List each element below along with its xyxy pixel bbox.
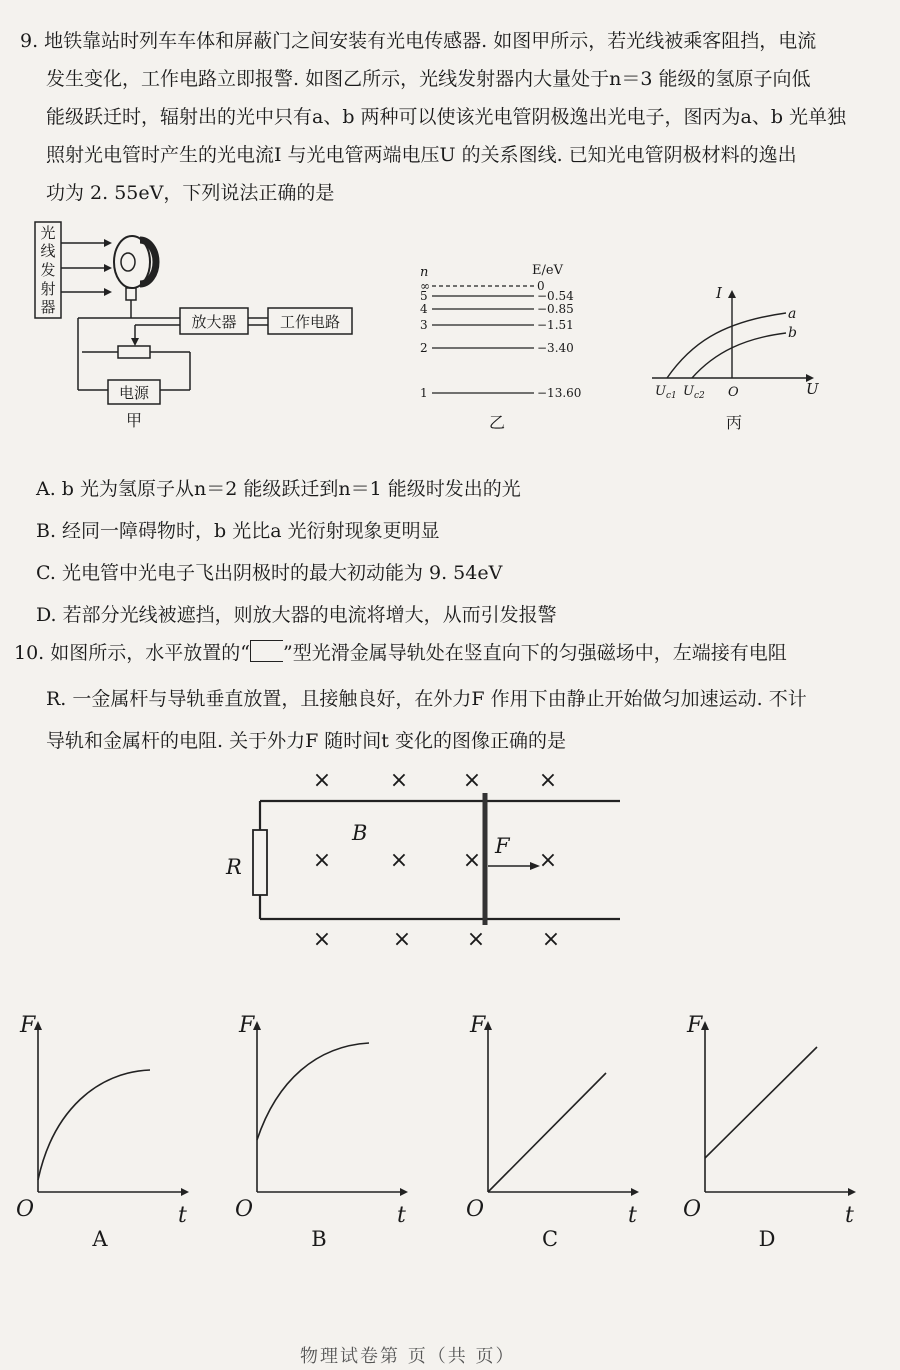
graph-option-label: B — [311, 1227, 327, 1251]
graph-t-label: t — [178, 1203, 187, 1228]
graph-origin-label: O — [466, 1197, 485, 1222]
field-cross: × — [462, 848, 482, 873]
i-label: I — [716, 284, 722, 302]
graph-curve — [257, 1043, 369, 1140]
e-header: E/eV — [532, 263, 563, 278]
q9-line-3: 能级跃迁时，辐射出的光中只有a、b 两种可以使该光电管阴极逸出光电子，图丙为a、b 光单独 — [46, 106, 847, 128]
magnetic-field-crosses — [313, 768, 560, 952]
field-cross: × — [462, 768, 482, 793]
graph-f-label: F — [470, 1013, 486, 1038]
emitter-char-3: 发 — [40, 261, 56, 279]
caption-jia: 甲 — [125, 411, 143, 430]
field-cross: × — [389, 768, 409, 793]
field-cross: × — [389, 848, 409, 873]
graph-t-arrow — [181, 1188, 189, 1196]
work-circuit-label: 工作电路 — [279, 313, 341, 331]
graph-t-label: t — [845, 1203, 854, 1228]
level-n-5: 1 — [420, 386, 428, 400]
graph-curve — [38, 1070, 150, 1180]
curve-a-label: a — [788, 306, 797, 322]
level-e-0: 0 — [537, 279, 545, 293]
q9-option-c[interactable]: C. 光电管中光电子飞出阴极时的最大初动能为 9. 54eV — [36, 562, 503, 584]
level-e-3: −1.51 — [537, 318, 574, 332]
caption-yi: 乙 — [488, 413, 506, 432]
field-cross: × — [312, 848, 332, 873]
graph-b[interactable] — [235, 1013, 408, 1251]
field-cross: × — [466, 927, 486, 952]
graph-f-label: F — [239, 1013, 255, 1038]
graph-curve — [488, 1073, 606, 1192]
field-cross: × — [538, 848, 558, 873]
uc1-label: $U_{c1}$ — [655, 384, 677, 401]
page-footer: 物理试卷第 页（共 页） — [300, 1346, 516, 1367]
level-n-2: 4 — [420, 302, 428, 316]
figure-bing-labels — [655, 284, 820, 432]
level-e-5: −13.60 — [537, 386, 582, 400]
answer-graphs — [16, 1013, 856, 1251]
field-cross: × — [392, 927, 412, 952]
u-label: U — [806, 380, 819, 398]
uc2-label: $U_{c2}$ — [683, 384, 705, 401]
rail-shape-glyph — [250, 640, 283, 662]
caption-bing: 丙 — [725, 413, 743, 432]
graph-t-arrow — [631, 1188, 639, 1196]
emitter-char-4: 射 — [40, 280, 56, 298]
q9-line-1: 9. 地铁靠站时列车车体和屏蔽门之间安装有光电传感器. 如图甲所示，若光线被乘客阻挡，电流 — [20, 30, 817, 52]
q9-option-d[interactable]: D. 若部分光线被遮挡，则放大器的电流将增大，从而引发报警 — [36, 604, 557, 626]
figure-yi — [420, 263, 581, 432]
field-cross: × — [312, 927, 332, 952]
q9-option-b[interactable]: B. 经同一障碍物时，b 光比a 光衍射现象更明显 — [36, 520, 440, 542]
field-cross: × — [541, 927, 561, 952]
graph-a[interactable] — [16, 1013, 189, 1251]
q9-line-5: 功为 2. 55eV，下列说法正确的是 — [46, 182, 335, 204]
emitter-char-5: 器 — [40, 298, 56, 316]
graph-t-label: t — [628, 1203, 637, 1228]
level-e-4: −3.40 — [537, 341, 574, 355]
q9-option-a[interactable]: A. b 光为氢原子从n＝2 能级跃迁到n＝1 能级时发出的光 — [36, 478, 521, 500]
curve-a — [667, 313, 786, 378]
level-n-1: 5 — [420, 289, 428, 303]
power-label: 电源 — [118, 384, 150, 402]
figure-jia-labels — [40, 224, 340, 430]
graph-d[interactable] — [683, 1013, 856, 1251]
field-cross: × — [312, 768, 332, 793]
graph-option-label: D — [758, 1227, 776, 1251]
graph-t-arrow — [400, 1188, 408, 1196]
rheostat — [118, 346, 150, 358]
rail-circuit — [253, 793, 620, 925]
force-label: F — [495, 834, 510, 858]
n-header: n — [420, 265, 429, 280]
q10-line-3: 导轨和金属杆的电阻. 关于外力F 随时间t 变化的图像正确的是 — [46, 730, 566, 752]
level-n-4: 2 — [420, 341, 428, 355]
level-n-0: ∞ — [420, 279, 430, 293]
graph-c[interactable] — [466, 1013, 639, 1251]
curve-b-label: b — [788, 325, 797, 341]
graph-origin-label: O — [16, 1197, 35, 1222]
resistor-label: R — [226, 855, 242, 879]
q10-line-1: 10. 如图所示，水平放置的“ ”型光滑金属导轨处在竖直向下的匀强磁场中，左端接有电阻 — [14, 642, 787, 664]
emitter-char-1: 光 — [40, 224, 56, 242]
amplifier-label: 放大器 — [191, 313, 237, 331]
level-e-1: −0.54 — [537, 289, 574, 303]
energy-levels — [420, 279, 581, 400]
resistor — [253, 830, 267, 895]
q9-line-2: 发生变化，工作电路立即报警. 如图乙所示，光线发射器内大量处于n＝3 能级的氢原子向低 — [46, 68, 811, 90]
field-label: B — [352, 821, 368, 845]
q10-line-2: R. 一金属杆与导轨垂直放置，且接触良好，在外力F 作用下由静止开始做匀加速运动. 不计 — [46, 688, 807, 710]
graph-f-label: F — [20, 1013, 36, 1038]
graph-curve — [705, 1047, 817, 1158]
graph-option-label: C — [541, 1227, 559, 1251]
graph-t-label: t — [397, 1203, 406, 1228]
graph-t-arrow — [848, 1188, 856, 1196]
graph-origin-label: O — [235, 1197, 254, 1222]
origin-label: O — [728, 385, 739, 400]
graph-origin-label: O — [683, 1197, 702, 1222]
emitter-char-2: 线 — [40, 242, 56, 260]
graph-option-label: A — [92, 1227, 108, 1251]
graph-f-label: F — [687, 1013, 703, 1038]
q9-line-4: 照射光电管时产生的光电流I 与光电管两端电压U 的关系图线. 已知光电管阴极材料的逸出 — [46, 144, 797, 166]
level-n-3: 3 — [420, 318, 428, 332]
field-cross: × — [538, 768, 558, 793]
level-e-2: −0.85 — [537, 302, 574, 316]
